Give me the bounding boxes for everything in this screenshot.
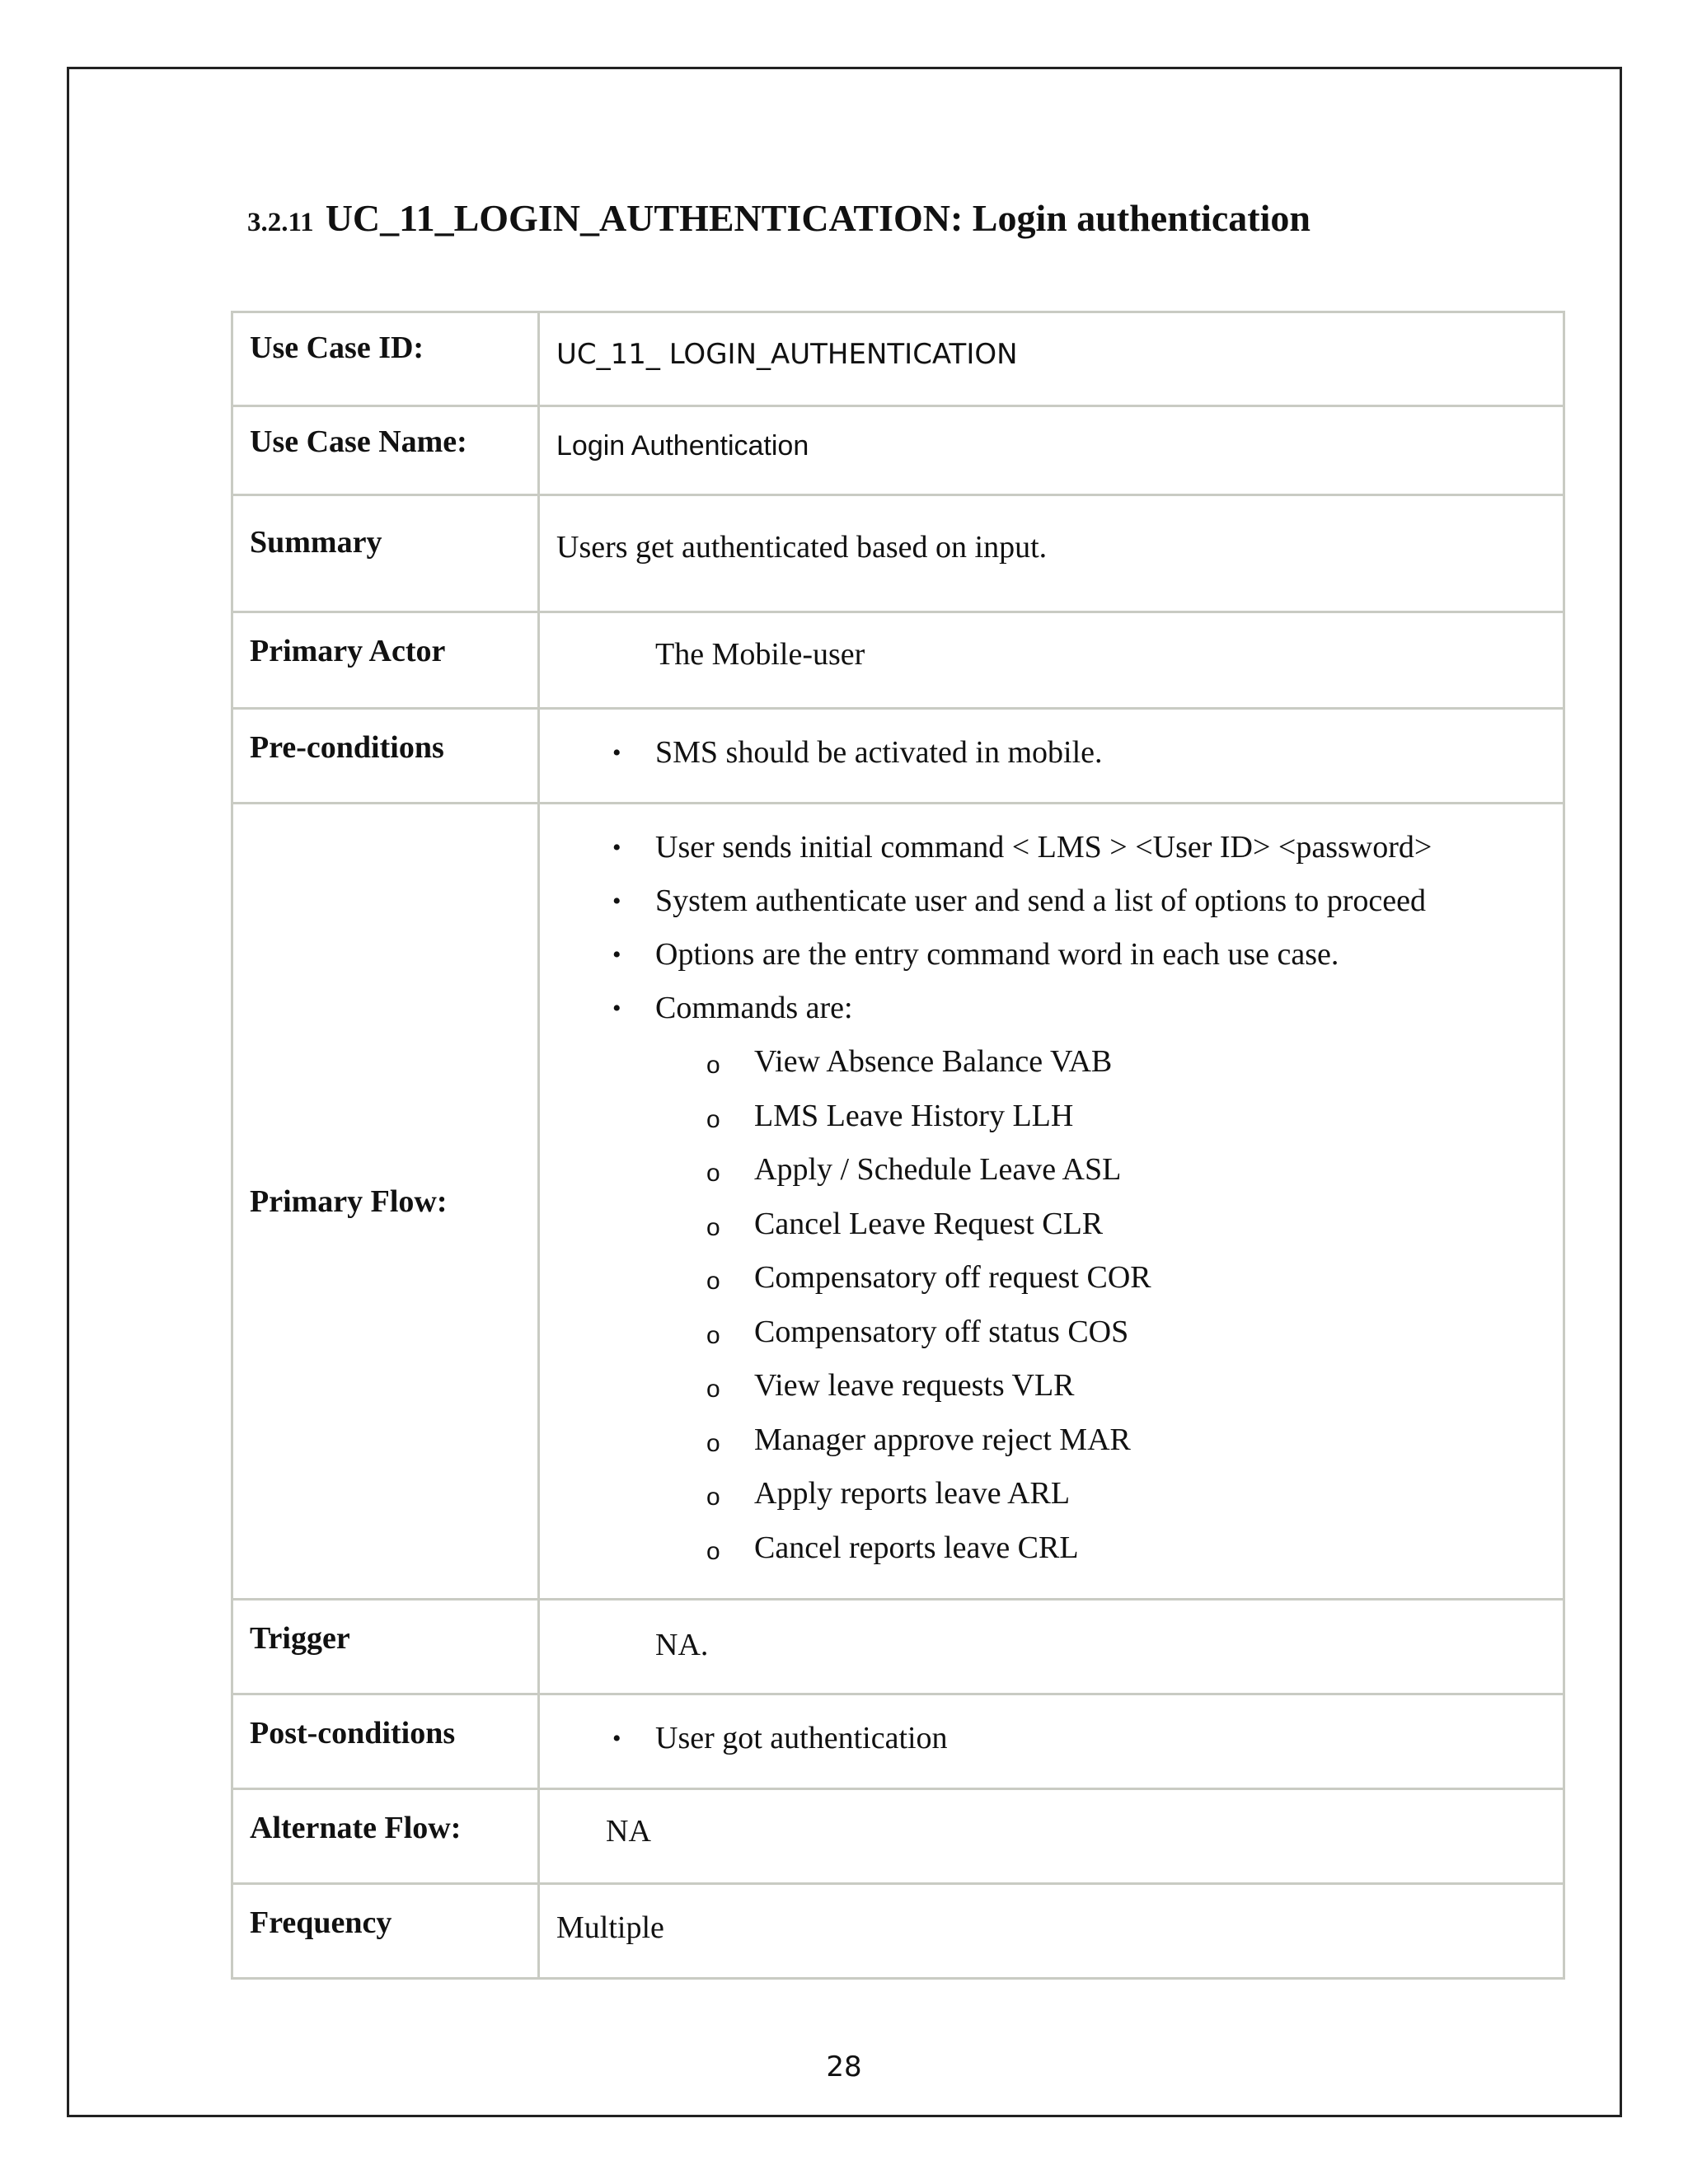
sub-bullet-icon: o [706, 1537, 720, 1565]
value-alternate-flow: NA [606, 1814, 651, 1849]
label-pre-conditions: Pre-conditions [232, 709, 539, 804]
value-trigger: NA. [655, 1628, 709, 1662]
value-use-case-name: Login Authentication [556, 430, 809, 462]
post-conditions-list [556, 1695, 1546, 1765]
label-trigger: Trigger [232, 1600, 539, 1694]
label-frequency: Frequency [232, 1884, 539, 1979]
value-primary-actor: The Mobile-user [655, 637, 865, 672]
bullet-icon: • [612, 834, 621, 861]
row-use-case-name [232, 406, 1564, 495]
label-alternate-flow: Alternate Flow: [232, 1789, 539, 1884]
row-post-conditions [232, 1694, 1564, 1789]
row-pre-conditions [232, 709, 1564, 804]
sub-bullet-icon: o [706, 1268, 720, 1295]
command-item: o View Absence Balance VAB [556, 1035, 1546, 1090]
sub-bullet-icon: o [706, 1052, 720, 1079]
value-summary: Users get authenticated based on input. [556, 530, 1048, 565]
sub-bullet-icon: o [706, 1321, 720, 1349]
section-heading [247, 196, 1311, 240]
sub-bullet-icon: o [706, 1429, 720, 1457]
row-use-case-id [232, 312, 1564, 406]
command-item: o Apply reports leave ARL [556, 1467, 1546, 1521]
label-primary-flow: Primary Flow: [232, 804, 539, 1600]
label-primary-actor: Primary Actor [232, 612, 539, 709]
list-item: • System authenticate user and send a list of options to proceed [556, 874, 1546, 928]
bullet-icon: • [612, 995, 621, 1022]
command-item: o LMS Leave History LLH [556, 1090, 1546, 1144]
row-summary [232, 495, 1564, 612]
row-alternate-flow [232, 1789, 1564, 1884]
bullet-icon: • [612, 1725, 621, 1752]
section-number: 3.2.11 [247, 208, 314, 237]
section-title: UC_11_LOGIN_AUTHENTICATION: Login authentication [325, 197, 1311, 239]
value-use-case-id: UC_11_ LOGIN_AUTHENTICATION [556, 338, 1018, 371]
list-item: • Commands are: [556, 982, 1546, 1035]
primary-flow-list [556, 804, 1546, 1035]
use-case-table [231, 311, 1565, 1980]
row-primary-actor [232, 612, 1564, 709]
list-item: • Options are the entry command word in each use case. [556, 928, 1546, 982]
sub-bullet-icon: o [706, 1160, 720, 1187]
label-use-case-id: Use Case ID: [232, 312, 539, 406]
bullet-icon: • [612, 888, 621, 915]
row-trigger [232, 1600, 1564, 1694]
command-item: o Compensatory off status COS [556, 1305, 1546, 1360]
list-item: • User sends initial command < LMS > <User ID> <password> [556, 821, 1546, 874]
command-item: o Cancel Leave Request CLR [556, 1197, 1546, 1252]
command-item: o Apply / Schedule Leave ASL [556, 1143, 1546, 1197]
row-primary-flow [232, 804, 1564, 1600]
label-summary: Summary [232, 495, 539, 612]
command-item: o Compensatory off request COR [556, 1251, 1546, 1305]
page-number: 28 [826, 2050, 862, 2083]
commands-list [556, 1035, 1546, 1575]
command-item: o Manager approve reject MAR [556, 1413, 1546, 1468]
sub-bullet-icon: o [706, 1105, 720, 1133]
sub-bullet-icon: o [706, 1483, 720, 1511]
label-use-case-name: Use Case Name: [232, 406, 539, 495]
label-post-conditions: Post-conditions [232, 1694, 539, 1789]
list-item: • User got authentication [556, 1712, 1546, 1765]
row-frequency [232, 1884, 1564, 1979]
list-item: • SMS should be activated in mobile. [556, 726, 1546, 780]
command-item: o View leave requests VLR [556, 1359, 1546, 1413]
pre-conditions-list [556, 710, 1546, 780]
bullet-icon: • [612, 941, 621, 968]
bullet-icon: • [612, 739, 621, 766]
sub-bullet-icon: o [706, 1376, 720, 1403]
value-frequency: Multiple [556, 1910, 664, 1945]
sub-bullet-icon: o [706, 1213, 720, 1241]
command-item: o Cancel reports leave CRL [556, 1521, 1546, 1576]
